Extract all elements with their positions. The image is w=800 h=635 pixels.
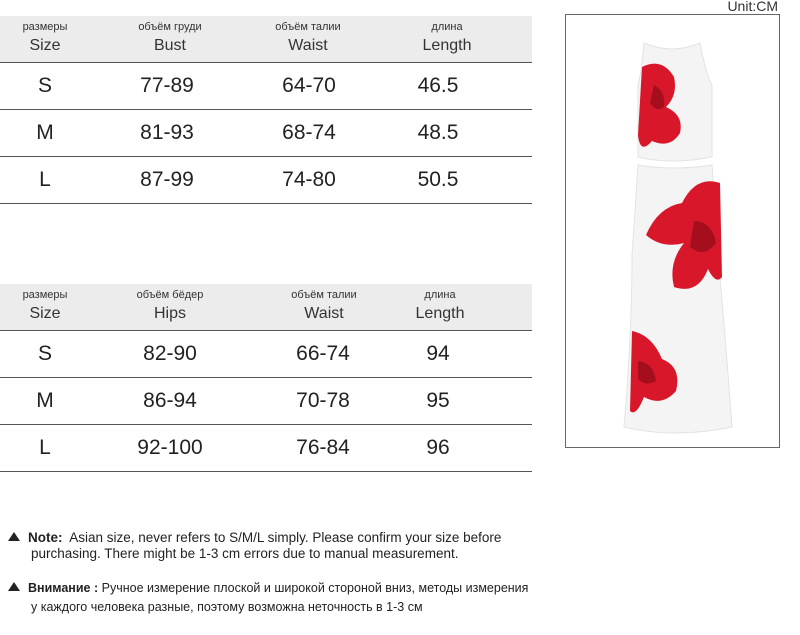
table-row <box>0 330 532 378</box>
note-line-1: Asian size, never refers to S/M/L simply. Please confirm your size before <box>69 530 502 545</box>
cell-size: L <box>39 168 51 191</box>
cell-hips: 92-100 <box>137 436 203 459</box>
header-waist <box>269 284 379 330</box>
header-hips <box>115 284 225 330</box>
header-length-en: Length <box>422 37 472 54</box>
cell-waist: 64-70 <box>282 74 336 97</box>
header-bust-en: Bust <box>153 37 186 54</box>
cell-length: 46.5 <box>417 74 459 97</box>
cell-waist: 68-74 <box>282 121 336 144</box>
cell-hips: 82-90 <box>143 342 197 365</box>
header-length-ru: длина <box>424 289 456 301</box>
header-length <box>392 16 502 62</box>
warning-triangle-icon <box>8 532 20 541</box>
table-row <box>0 378 532 425</box>
cell-length: 94 <box>426 342 450 365</box>
header-size <box>0 284 100 330</box>
header-length <box>385 284 495 330</box>
cell-length: 50.5 <box>417 168 459 191</box>
bottom-size-table <box>0 284 532 472</box>
header-size-en: Size <box>29 305 61 322</box>
table-row <box>0 157 532 204</box>
product-photo <box>565 14 780 448</box>
cell-hips: 86-94 <box>143 389 197 412</box>
header-hips-en: Hips <box>153 305 186 322</box>
cell-length: 95 <box>426 389 450 412</box>
header-waist-ru: объём талии <box>291 289 357 301</box>
floral-dress-illustration <box>566 15 779 447</box>
header-waist-en: Waist <box>288 37 328 54</box>
note-line-2: purchasing. There might be 1-3 cm errors due to manual measurement. <box>31 546 459 561</box>
header-waist <box>253 16 363 62</box>
cell-length: 96 <box>426 436 450 459</box>
warning-triangle-icon <box>8 582 20 591</box>
cell-length: 48.5 <box>417 121 459 144</box>
note-russian <box>8 580 528 615</box>
header-waist-ru: объём талии <box>275 21 341 33</box>
cell-bust: 81-93 <box>140 121 194 144</box>
bottom-table-header <box>0 284 532 330</box>
cell-waist: 74-80 <box>282 168 336 191</box>
note-line-2-ru: у каждого человека разные, поэтому возможна неточность в 1-3 см <box>31 600 423 614</box>
header-size-ru: размеры <box>22 21 68 33</box>
header-size-ru: размеры <box>22 289 68 301</box>
header-size-en: Size <box>29 37 61 54</box>
cell-waist: 70-78 <box>296 389 350 412</box>
cell-bust: 77-89 <box>140 74 194 97</box>
note-english <box>8 530 501 562</box>
header-length-en: Length <box>415 305 465 322</box>
note-line-1-ru: Ручное измерение плоской и широкой стороной вниз, методы измерения <box>101 581 529 595</box>
note-label: Note: <box>28 530 63 545</box>
table-row <box>0 110 532 157</box>
cell-waist: 66-74 <box>296 342 350 365</box>
note-label-ru: Внимание : <box>28 581 99 595</box>
top-table-header <box>0 16 532 62</box>
cell-size: S <box>37 74 52 97</box>
header-length-ru: длина <box>431 21 463 33</box>
cell-bust: 87-99 <box>140 168 194 191</box>
header-hips-ru: объём бёдер <box>136 289 204 301</box>
cell-size: M <box>36 389 54 412</box>
cell-size: L <box>39 436 51 459</box>
cell-waist: 76-84 <box>296 436 350 459</box>
cell-size: S <box>37 342 52 365</box>
cell-size: M <box>36 121 54 144</box>
header-bust-ru: объём груди <box>138 21 202 33</box>
table-row <box>0 425 532 472</box>
header-bust <box>115 16 225 62</box>
header-size <box>0 16 100 62</box>
header-waist-en: Waist <box>304 305 344 322</box>
table-row <box>0 62 532 110</box>
unit-label: Unit:CM <box>727 0 778 14</box>
top-size-table <box>0 16 532 204</box>
